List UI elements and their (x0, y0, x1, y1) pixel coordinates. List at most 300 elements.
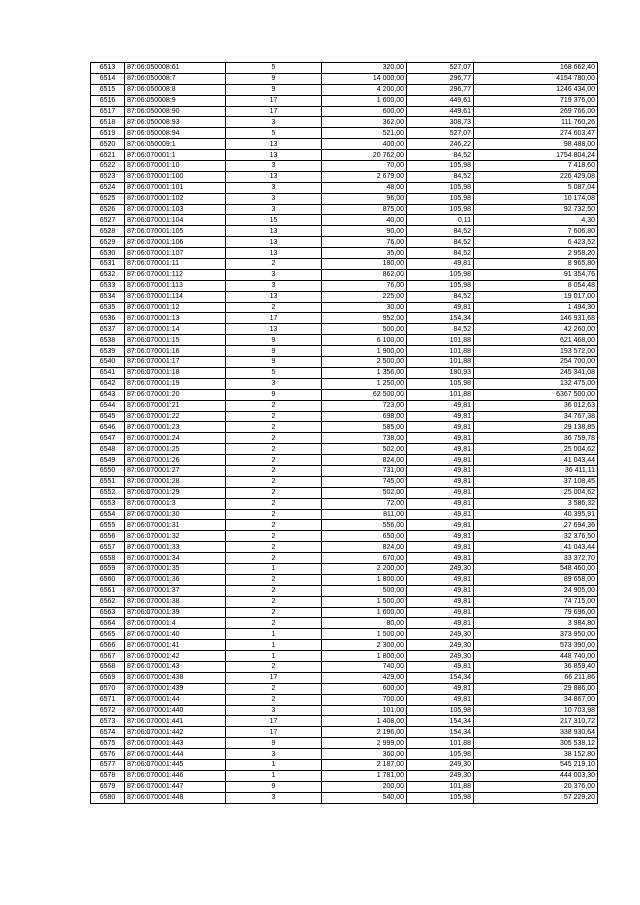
value-cell: 27 694,36 (474, 520, 598, 531)
rate-cell: 105,98 (407, 280, 474, 291)
row-number-cell: 6556 (91, 531, 125, 542)
cadastral-number-cell: 87:06:070001:31 (125, 520, 226, 531)
category-code-cell: 5 (226, 367, 322, 378)
category-code-cell: 2 (226, 553, 322, 564)
rate-cell: 449,61 (407, 106, 474, 117)
row-number-cell: 6522 (91, 161, 125, 172)
value-cell: 8 965,80 (474, 259, 598, 270)
row-number-cell: 6569 (91, 672, 125, 683)
row-number-cell: 6571 (91, 694, 125, 705)
category-code-cell: 2 (226, 618, 322, 629)
value-cell: 245 341,08 (474, 367, 598, 378)
area-cell: 670,00 (322, 553, 407, 564)
table-row (91, 607, 598, 618)
area-cell: 1 600,00 (322, 607, 407, 618)
cadastral-number-cell: 87:06:070001:44 (125, 694, 226, 705)
category-code-cell: 9 (226, 357, 322, 368)
cadastral-number-cell: 87:06:070001:112 (125, 269, 226, 280)
table-row (91, 760, 598, 771)
area-cell: 1 250,00 (322, 378, 407, 389)
table-row (91, 73, 598, 84)
table-row (91, 139, 598, 150)
area-cell: 1 800,00 (322, 574, 407, 585)
area-cell: 585,00 (322, 422, 407, 433)
table-row (91, 411, 598, 422)
table-row (91, 302, 598, 313)
row-number-cell: 6540 (91, 357, 125, 368)
rate-cell: 249,30 (407, 760, 474, 771)
area-cell: 72,00 (322, 498, 407, 509)
cadastral-number-cell: 87:06:070001:106 (125, 237, 226, 248)
row-number-cell: 6572 (91, 705, 125, 716)
area-cell: 2 187,00 (322, 760, 407, 771)
category-code-cell: 3 (226, 749, 322, 760)
cadastral-number-cell: 87:06:070001:38 (125, 596, 226, 607)
cadastral-number-cell: 87:06:070001:35 (125, 563, 226, 574)
rate-cell: 49,81 (407, 302, 474, 313)
row-number-cell: 6543 (91, 389, 125, 400)
area-cell: 96,00 (322, 193, 407, 204)
category-code-cell: 3 (226, 182, 322, 193)
value-cell: 32 376,50 (474, 531, 598, 542)
table-row (91, 672, 598, 683)
value-cell: 4154 780,00 (474, 73, 598, 84)
table-row (91, 95, 598, 106)
area-cell: 90,00 (322, 226, 407, 237)
row-number-cell: 6520 (91, 139, 125, 150)
category-code-cell: 1 (226, 651, 322, 662)
cadastral-number-cell: 87:06:070001:25 (125, 444, 226, 455)
row-number-cell: 6559 (91, 563, 125, 574)
category-code-cell: 2 (226, 400, 322, 411)
cadastral-number-cell: 87:06:070001:19 (125, 378, 226, 389)
value-cell: 274 603,47 (474, 128, 598, 139)
area-cell: 40,00 (322, 215, 407, 226)
cadastral-number-cell: 87:06:070001:17 (125, 357, 226, 368)
cadastral-number-cell: 87:06:070001:15 (125, 335, 226, 346)
row-number-cell: 6544 (91, 400, 125, 411)
value-cell: 36 859,40 (474, 661, 598, 672)
category-code-cell: 9 (226, 738, 322, 749)
category-code-cell: 2 (226, 661, 322, 672)
cadastral-number-cell: 87:06:050009:1 (125, 139, 226, 150)
cadastral-number-cell: 87:06:070001:42 (125, 651, 226, 662)
cadastral-number-cell: 87:06:070001:113 (125, 280, 226, 291)
cadastral-number-cell: 87:06:050008:90 (125, 106, 226, 117)
category-code-cell: 2 (226, 694, 322, 705)
category-code-cell: 3 (226, 792, 322, 803)
table-row (91, 738, 598, 749)
cadastral-number-cell: 87:06:070001:100 (125, 171, 226, 182)
value-cell: 226 429,08 (474, 171, 598, 182)
rate-cell: 49,81 (407, 444, 474, 455)
row-number-cell: 6538 (91, 335, 125, 346)
cadastral-number-cell: 87:06:070001:10 (125, 161, 226, 172)
cadastral-number-cell: 87:06:070001:11 (125, 259, 226, 270)
area-cell: 731,00 (322, 465, 407, 476)
table-row (91, 531, 598, 542)
area-cell: 1 781,00 (322, 770, 407, 781)
cadastral-number-cell: 87:06:070001:16 (125, 346, 226, 357)
area-cell: 4 200,00 (322, 84, 407, 95)
table-row (91, 749, 598, 760)
rate-cell: 105,98 (407, 792, 474, 803)
value-cell: 573 390,00 (474, 640, 598, 651)
category-code-cell: 2 (226, 574, 322, 585)
table-row (91, 161, 598, 172)
area-cell: 1 800,00 (322, 651, 407, 662)
table-row (91, 324, 598, 335)
cadastral-number-cell: 87:06:070001:36 (125, 574, 226, 585)
table-row (91, 553, 598, 564)
cadastral-number-cell: 87:06:070001:104 (125, 215, 226, 226)
row-number-cell: 6513 (91, 63, 125, 74)
rate-cell: 84,52 (407, 237, 474, 248)
category-code-cell: 13 (226, 171, 322, 182)
row-number-cell: 6564 (91, 618, 125, 629)
cadastral-number-cell: 87:06:050008:8 (125, 84, 226, 95)
row-number-cell: 6550 (91, 465, 125, 476)
value-cell: 34 767,38 (474, 411, 598, 422)
rate-cell: 49,81 (407, 259, 474, 270)
cadastral-number-cell: 87:06:070001:443 (125, 738, 226, 749)
rate-cell: 49,81 (407, 455, 474, 466)
value-cell: 91 354,76 (474, 269, 598, 280)
area-cell: 1 356,00 (322, 367, 407, 378)
table-row (91, 465, 598, 476)
category-code-cell: 13 (226, 237, 322, 248)
area-cell: 824,00 (322, 455, 407, 466)
category-code-cell: 9 (226, 84, 322, 95)
rate-cell: 105,98 (407, 161, 474, 172)
table-row (91, 585, 598, 596)
value-cell: 66 211,86 (474, 672, 598, 683)
table-row (91, 629, 598, 640)
category-code-cell: 2 (226, 607, 322, 618)
cadastral-number-cell: 87:06:070001:105 (125, 226, 226, 237)
table-row (91, 651, 598, 662)
rate-cell: 49,81 (407, 553, 474, 564)
table-row (91, 280, 598, 291)
row-number-cell: 6528 (91, 226, 125, 237)
value-cell: 444 003,30 (474, 770, 598, 781)
value-cell: 40 395,91 (474, 509, 598, 520)
cadastral-number-cell: 87:06:070001:27 (125, 465, 226, 476)
row-number-cell: 6529 (91, 237, 125, 248)
value-cell: 33 372,70 (474, 553, 598, 564)
area-cell: 698,00 (322, 411, 407, 422)
row-number-cell: 6542 (91, 378, 125, 389)
table-row (91, 792, 598, 803)
cadastral-number-cell: 87:06:070001:41 (125, 640, 226, 651)
cadastral-number-cell: 87:06:070001:12 (125, 302, 226, 313)
row-number-cell: 6568 (91, 661, 125, 672)
value-cell: 41 043,44 (474, 455, 598, 466)
row-number-cell: 6530 (91, 248, 125, 259)
value-cell: 36 759,78 (474, 433, 598, 444)
cadastral-number-cell: 87:06:070001:446 (125, 770, 226, 781)
row-number-cell: 6521 (91, 150, 125, 161)
value-cell: 24 905,00 (474, 585, 598, 596)
cadastral-number-cell: 87:06:070001:40 (125, 629, 226, 640)
table-row (91, 367, 598, 378)
area-cell: 76,00 (322, 237, 407, 248)
category-code-cell: 17 (226, 672, 322, 683)
category-code-cell: 5 (226, 63, 322, 74)
table-row (91, 182, 598, 193)
value-cell: 6 423,52 (474, 237, 598, 248)
cadastral-number-cell: 87:06:070001:4 (125, 618, 226, 629)
category-code-cell: 1 (226, 770, 322, 781)
category-code-cell: 2 (226, 498, 322, 509)
category-code-cell: 1 (226, 640, 322, 651)
cadastral-number-cell: 87:06:050008:93 (125, 117, 226, 128)
category-code-cell: 3 (226, 161, 322, 172)
row-number-cell: 6547 (91, 433, 125, 444)
table-row (91, 422, 598, 433)
area-cell: 80,00 (322, 618, 407, 629)
row-number-cell: 6553 (91, 498, 125, 509)
value-cell: 132 475,00 (474, 378, 598, 389)
area-cell: 70,00 (322, 161, 407, 172)
cadastral-number-cell: 87:06:070001:103 (125, 204, 226, 215)
category-code-cell: 2 (226, 487, 322, 498)
table-row (91, 476, 598, 487)
table-row (91, 716, 598, 727)
rate-cell: 249,30 (407, 770, 474, 781)
document-page (90, 62, 598, 804)
rate-cell: 49,81 (407, 433, 474, 444)
category-code-cell: 2 (226, 422, 322, 433)
table-row (91, 444, 598, 455)
cadastral-number-cell: 87:06:070001:23 (125, 422, 226, 433)
cadastral-number-cell: 87:06:070001:37 (125, 585, 226, 596)
row-number-cell: 6558 (91, 553, 125, 564)
value-cell: 1754 804,24 (474, 150, 598, 161)
cadastral-number-cell: 87:06:070001:107 (125, 248, 226, 259)
rate-cell: 49,81 (407, 683, 474, 694)
rate-cell: 105,98 (407, 749, 474, 760)
rate-cell: 49,81 (407, 411, 474, 422)
value-cell: 57 229,20 (474, 792, 598, 803)
cadastral-number-cell: 87:06:070001:20 (125, 389, 226, 400)
value-cell: 373 950,00 (474, 629, 598, 640)
value-cell: 41 043,44 (474, 542, 598, 553)
value-cell: 168 662,40 (474, 63, 598, 74)
cadastral-number-cell: 87:06:070001:39 (125, 607, 226, 618)
area-cell: 1 600,00 (322, 95, 407, 106)
category-code-cell: 3 (226, 193, 322, 204)
cadastral-number-cell: 87:06:070001:441 (125, 716, 226, 727)
category-code-cell: 2 (226, 542, 322, 553)
table-row (91, 204, 598, 215)
table-row (91, 128, 598, 139)
category-code-cell: 3 (226, 378, 322, 389)
cadastral-number-cell: 87:06:070001:22 (125, 411, 226, 422)
category-code-cell: 5 (226, 128, 322, 139)
table-row (91, 640, 598, 651)
table-row (91, 498, 598, 509)
cadastral-number-cell: 87:06:070001:28 (125, 476, 226, 487)
rate-cell: 101,88 (407, 781, 474, 792)
category-code-cell: 2 (226, 444, 322, 455)
cadastral-number-cell: 87:06:070001:13 (125, 313, 226, 324)
category-code-cell: 13 (226, 248, 322, 259)
cadastral-number-cell: 87:06:070001:18 (125, 367, 226, 378)
row-number-cell: 6560 (91, 574, 125, 585)
rate-cell: 49,81 (407, 422, 474, 433)
area-cell: 400,00 (322, 139, 407, 150)
table-row (91, 313, 598, 324)
category-code-cell: 13 (226, 324, 322, 335)
area-cell: 502,00 (322, 487, 407, 498)
value-cell: 34 867,00 (474, 694, 598, 705)
table-row (91, 574, 598, 585)
rate-cell: 154,34 (407, 727, 474, 738)
area-cell: 600,00 (322, 683, 407, 694)
area-cell: 30,00 (322, 302, 407, 313)
area-cell: 740,00 (322, 661, 407, 672)
table-row (91, 117, 598, 128)
rate-cell: 101,88 (407, 738, 474, 749)
area-cell: 62 500,00 (322, 389, 407, 400)
rate-cell: 49,81 (407, 596, 474, 607)
value-cell: 89 658,00 (474, 574, 598, 585)
table-row (91, 770, 598, 781)
category-code-cell: 2 (226, 509, 322, 520)
cadastral-number-cell: 87:06:050008:61 (125, 63, 226, 74)
category-code-cell: 13 (226, 139, 322, 150)
category-code-cell: 17 (226, 95, 322, 106)
rate-cell: 49,81 (407, 542, 474, 553)
area-cell: 556,00 (322, 520, 407, 531)
row-number-cell: 6517 (91, 106, 125, 117)
category-code-cell: 2 (226, 455, 322, 466)
table-row (91, 346, 598, 357)
rate-cell: 105,98 (407, 378, 474, 389)
table-row (91, 433, 598, 444)
table-body (91, 63, 598, 804)
value-cell: 8 054,48 (474, 280, 598, 291)
rate-cell: 84,52 (407, 150, 474, 161)
area-cell: 76,00 (322, 280, 407, 291)
area-cell: 700,00 (322, 694, 407, 705)
row-number-cell: 6536 (91, 313, 125, 324)
rate-cell: 101,88 (407, 357, 474, 368)
area-cell: 429,00 (322, 672, 407, 683)
row-number-cell: 6561 (91, 585, 125, 596)
table-row (91, 683, 598, 694)
table-row (91, 106, 598, 117)
row-number-cell: 6555 (91, 520, 125, 531)
area-cell: 824,00 (322, 542, 407, 553)
table-row (91, 357, 598, 368)
rate-cell: 105,98 (407, 705, 474, 716)
area-cell: 2 300,00 (322, 640, 407, 651)
value-cell: 74 715,00 (474, 596, 598, 607)
table-row (91, 781, 598, 792)
rate-cell: 154,34 (407, 672, 474, 683)
rate-cell: 527,07 (407, 63, 474, 74)
area-cell: 738,00 (322, 433, 407, 444)
area-cell: 745,00 (322, 476, 407, 487)
row-number-cell: 6515 (91, 84, 125, 95)
cadastral-number-cell: 87:06:070001:24 (125, 433, 226, 444)
value-cell: 4,30 (474, 215, 598, 226)
table-row (91, 509, 598, 520)
rate-cell: 49,81 (407, 574, 474, 585)
value-cell: 217 310,72 (474, 716, 598, 727)
cadastral-number-cell: 87:06:070001:442 (125, 727, 226, 738)
area-cell: 180,00 (322, 259, 407, 270)
value-cell: 305 538,12 (474, 738, 598, 749)
value-cell: 621 468,00 (474, 335, 598, 346)
rate-cell: 84,52 (407, 226, 474, 237)
value-cell: 3 984,80 (474, 618, 598, 629)
table-row (91, 455, 598, 466)
cadastral-number-cell: 87:06:070001:444 (125, 749, 226, 760)
category-code-cell: 3 (226, 269, 322, 280)
rate-cell: 49,81 (407, 509, 474, 520)
category-code-cell: 9 (226, 781, 322, 792)
value-cell: 269 766,00 (474, 106, 598, 117)
value-cell: 7 418,60 (474, 161, 598, 172)
category-code-cell: 17 (226, 313, 322, 324)
cadastral-number-cell: 87:06:070001:32 (125, 531, 226, 542)
category-code-cell: 9 (226, 335, 322, 346)
rate-cell: 49,81 (407, 661, 474, 672)
value-cell: 111 760,26 (474, 117, 598, 128)
table-row (91, 226, 598, 237)
table-row (91, 269, 598, 280)
value-cell: 20 376,00 (474, 781, 598, 792)
value-cell: 5 087,04 (474, 182, 598, 193)
cadastral-number-cell: 87:06:070001:21 (125, 400, 226, 411)
row-number-cell: 6562 (91, 596, 125, 607)
area-cell: 500,00 (322, 324, 407, 335)
table-row (91, 487, 598, 498)
row-number-cell: 6548 (91, 444, 125, 455)
value-cell: 3 586,32 (474, 498, 598, 509)
table-row (91, 84, 598, 95)
table-row (91, 171, 598, 182)
rate-cell: 49,81 (407, 585, 474, 596)
row-number-cell: 6551 (91, 476, 125, 487)
category-code-cell: 2 (226, 531, 322, 542)
cadastral-number-cell: 87:06:070001:438 (125, 672, 226, 683)
area-cell: 521,00 (322, 128, 407, 139)
row-number-cell: 6575 (91, 738, 125, 749)
rate-cell: 49,81 (407, 476, 474, 487)
category-code-cell: 2 (226, 476, 322, 487)
category-code-cell: 1 (226, 563, 322, 574)
cadastral-number-cell: 87:06:070001:43 (125, 661, 226, 672)
area-cell: 20 762,00 (322, 150, 407, 161)
rate-cell: 101,88 (407, 335, 474, 346)
row-number-cell: 6577 (91, 760, 125, 771)
row-number-cell: 6570 (91, 683, 125, 694)
category-code-cell: 2 (226, 585, 322, 596)
rate-cell: 246,22 (407, 139, 474, 150)
area-cell: 2 196,00 (322, 727, 407, 738)
rate-cell: 296,77 (407, 84, 474, 95)
value-cell: 10 174,08 (474, 193, 598, 204)
area-cell: 48,00 (322, 182, 407, 193)
table-row (91, 542, 598, 553)
row-number-cell: 6579 (91, 781, 125, 792)
row-number-cell: 6573 (91, 716, 125, 727)
category-code-cell: 15 (226, 215, 322, 226)
